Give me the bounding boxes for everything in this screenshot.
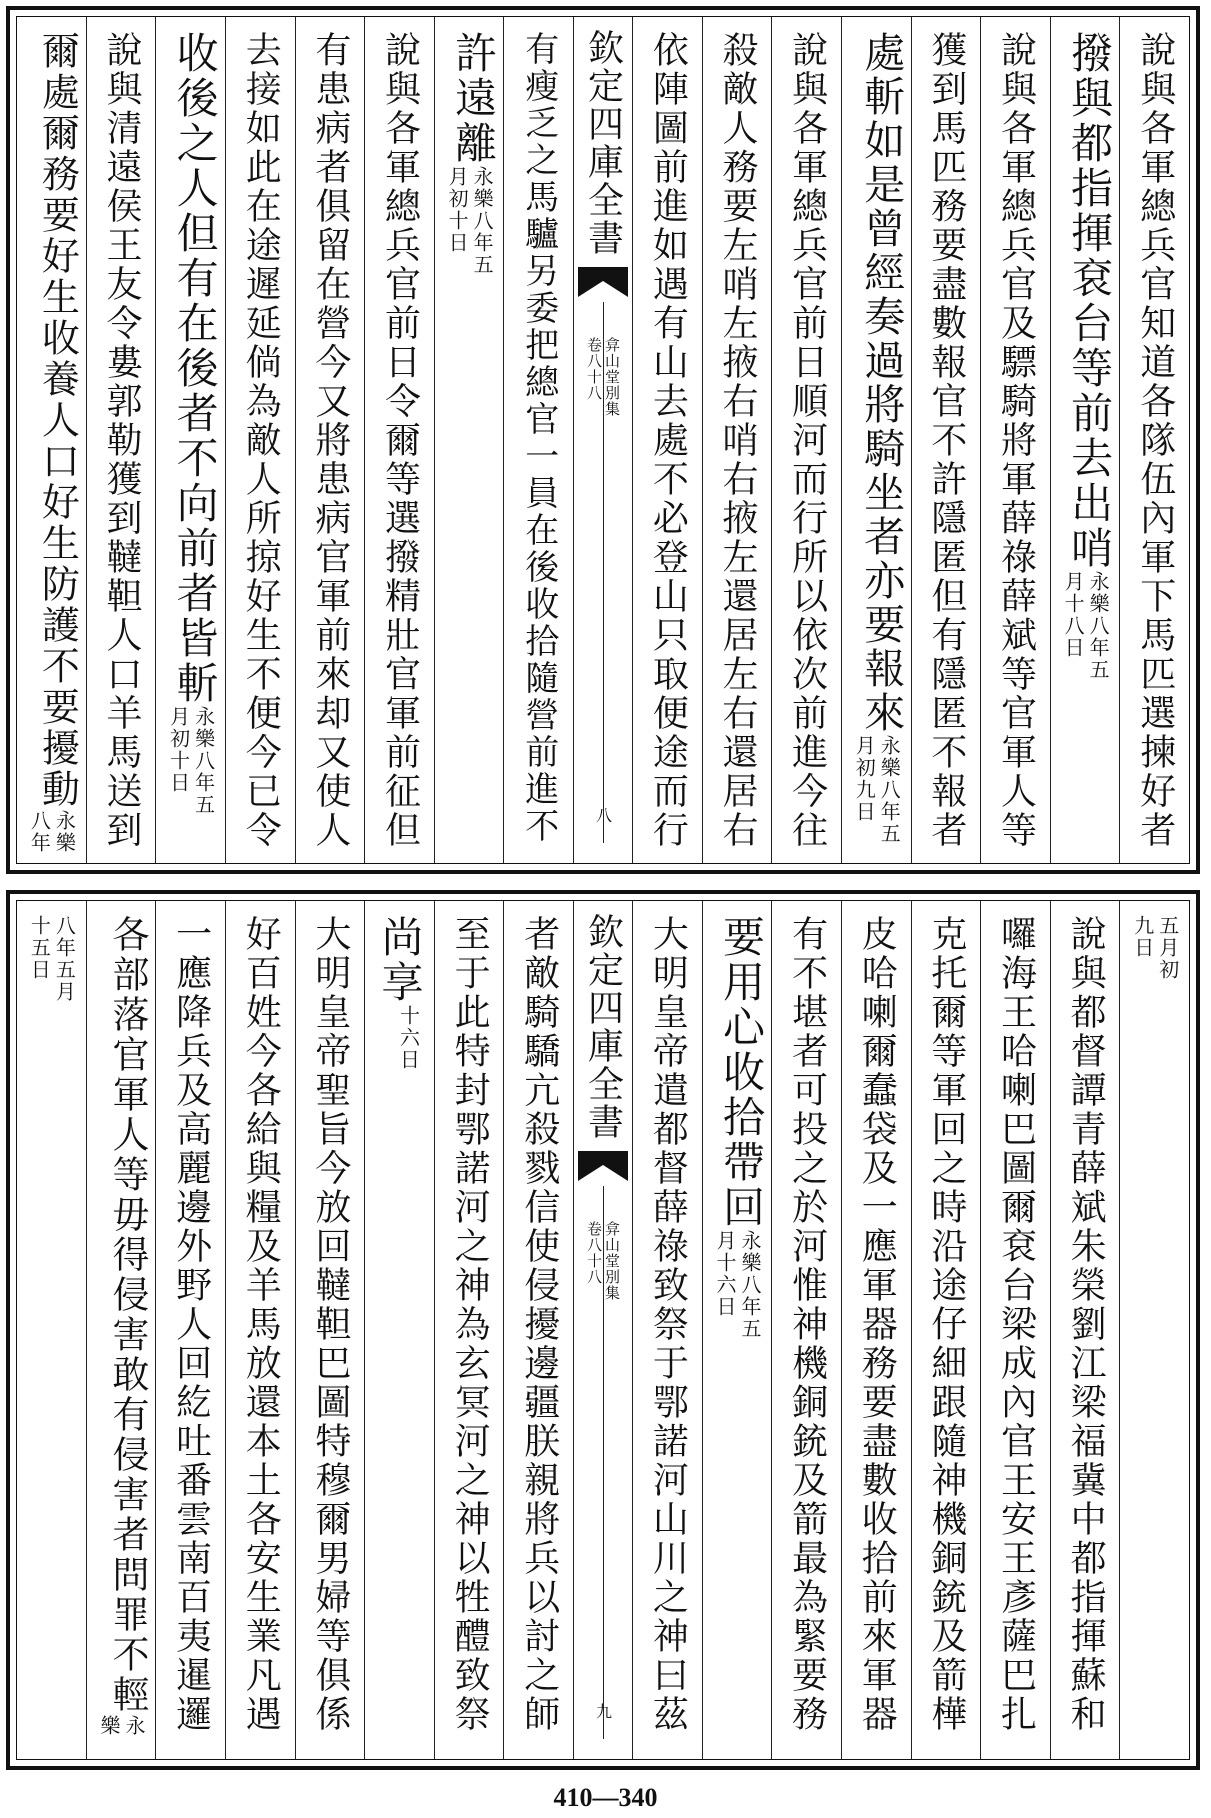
volume-label: 弇山堂別集 卷八十八 <box>585 337 621 417</box>
column-text: 依陣圖前進如遇有山去處不必登山只取便途而行 <box>647 31 689 850</box>
text-column <box>1050 901 1120 1759</box>
column-text: 殺敵人務要左哨左掖右哨右掖左還居左右還居右 <box>716 31 758 850</box>
text-column <box>841 17 911 863</box>
text-column <box>295 901 365 1759</box>
column-text: 各部落官軍人等毋得侵害敢有侵害者問罪不輕 <box>105 915 149 1715</box>
text-column <box>1119 17 1189 863</box>
column-text: 至于此特封鄂諾河之神為玄冥河之神以牲醴致祭 <box>449 915 491 1734</box>
column-text: 囉海王哈喇巴圖爾袞台梁成內官王安王彥薩巴扎 <box>995 915 1037 1734</box>
text-column <box>295 17 365 863</box>
text-column <box>364 17 434 863</box>
date-annotation: 永樂八年五 月初九日 <box>852 735 902 845</box>
text-column <box>771 17 841 863</box>
column-text: 去接如此在途遲延倘為敵人所掠好生不便今已令 <box>240 31 282 850</box>
column-text: 獲到馬匹務要盡數報官不許隱匿但有隱匿不報者 <box>925 31 967 850</box>
text-column <box>632 17 702 863</box>
column-text: 許遠離 <box>449 31 499 166</box>
column-text: 大明皇帝遣都督薛祿致祭于鄂諾河山川之神曰茲 <box>647 915 689 1734</box>
date-annotation: 五月初 九日 <box>1130 915 1180 981</box>
date-annotation: 永樂 八年 <box>27 810 77 854</box>
text-column <box>702 901 772 1759</box>
text-column <box>1050 17 1120 863</box>
column-text: 一應降兵及高麗邊外野人回紇吐番雲南百夷暹邏 <box>170 915 212 1734</box>
top-text-columns <box>17 17 1189 863</box>
fish-tail-mark-icon <box>578 267 628 297</box>
column-text: 說與各軍總兵官及驃騎將軍薛祿薛斌等官軍人等 <box>995 31 1037 850</box>
column-text: 爾處爾務要好生收養人口好生防護不要擾動 <box>35 31 80 810</box>
column-text: 處斬如是曾經奏過將騎坐者亦要報來 <box>857 31 906 735</box>
text-column <box>702 17 772 863</box>
fish-tail-mark-icon <box>578 1151 628 1181</box>
bottom-page-panel <box>6 890 1200 1770</box>
text-column <box>225 901 295 1759</box>
column-text: 有患病者俱留在營今又將患病官軍前來却又使人 <box>309 31 351 850</box>
date-annotation: 十六日 <box>396 1005 421 1071</box>
book-title: 欽定四庫全書 <box>582 29 624 257</box>
text-column <box>1119 901 1189 1759</box>
page-number: 410—340 <box>553 1783 658 1812</box>
volume-label: 弇山堂別集 卷八十八 <box>585 1221 621 1301</box>
text-column <box>980 901 1050 1759</box>
text-column <box>155 17 225 863</box>
column-text: 說與都督譚青薛斌朱榮劉江梁福冀中都指揮蘇和 <box>1065 915 1107 1734</box>
text-column <box>434 901 504 1759</box>
text-column <box>86 901 156 1759</box>
book-spine-column <box>573 901 632 1759</box>
date-annotation: 永樂八年五 月初十日 <box>166 706 216 816</box>
leaf-number: 八 <box>593 807 613 823</box>
column-text: 撥與都指揮袞台等前去出哨 <box>1065 31 1115 571</box>
bottom-text-columns <box>17 901 1189 1759</box>
column-text: 要用心收拾帶回 <box>716 915 766 1230</box>
text-column <box>17 17 86 863</box>
book-title: 欽定四庫全書 <box>582 913 624 1141</box>
column-text: 大明皇帝聖旨今放回韃靼巴圖特穆爾男婦等俱係 <box>309 915 351 1734</box>
text-column <box>503 901 573 1759</box>
date-annotation: 永 樂 <box>96 1715 146 1737</box>
column-text: 皮哈喇爾蠢袋及一應軍器務要盡數收拾前來軍器 <box>856 915 898 1734</box>
column-text: 說與清遠侯王友令婁郭勒獲到韃靼人口羊馬送到 <box>100 31 142 850</box>
date-annotation: 永樂八年五 月初十日 <box>445 166 495 276</box>
column-text: 有不堪者可投之於河惟神機銅銃及箭最為緊要務 <box>786 915 828 1734</box>
text-column <box>225 17 295 863</box>
text-column <box>86 17 156 863</box>
text-column <box>632 901 702 1759</box>
text-column <box>841 901 911 1759</box>
leaf-number: 九 <box>593 1703 613 1719</box>
text-column <box>911 901 981 1759</box>
column-text: 尚享 <box>375 915 425 1005</box>
column-text: 克托爾等軍回之時沿途仔細跟隨神機銅銃及箭樺 <box>925 915 967 1734</box>
column-text: 收後之人但有在後者不向前者皆斬 <box>170 31 220 706</box>
text-column <box>364 901 434 1759</box>
column-text: 者敵騎驕亢殺戮信使侵擾邊疆朕親將兵以討之師 <box>518 915 560 1734</box>
text-column <box>434 17 504 863</box>
date-annotation: 八年五月 十五日 <box>27 915 77 1003</box>
text-column <box>503 17 573 863</box>
text-column <box>911 17 981 863</box>
date-annotation: 永樂八年五 月十八日 <box>1061 571 1111 681</box>
date-annotation: 永樂八年五 月十六日 <box>712 1230 762 1340</box>
top-page-panel <box>6 6 1200 874</box>
text-column <box>17 901 86 1759</box>
book-spine-column <box>573 17 632 863</box>
column-text: 有瘦乏之馬驢另委把總官一員在後收拾隨營前進不 <box>518 31 559 845</box>
column-text: 說與各軍總兵官知道各隊伍內軍下馬匹選揀好者 <box>1134 31 1176 850</box>
text-column <box>155 901 225 1759</box>
text-column <box>980 17 1050 863</box>
column-text: 說與各軍總兵官前日令爾等選撥精壯官軍前征但 <box>379 31 421 850</box>
text-column <box>771 901 841 1759</box>
column-text: 說與各軍總兵官前日順河而行所以依次前進今往 <box>786 31 828 850</box>
column-text: 好百姓今各給與糧及羊馬放還本土各安生業凡遇 <box>240 915 282 1734</box>
